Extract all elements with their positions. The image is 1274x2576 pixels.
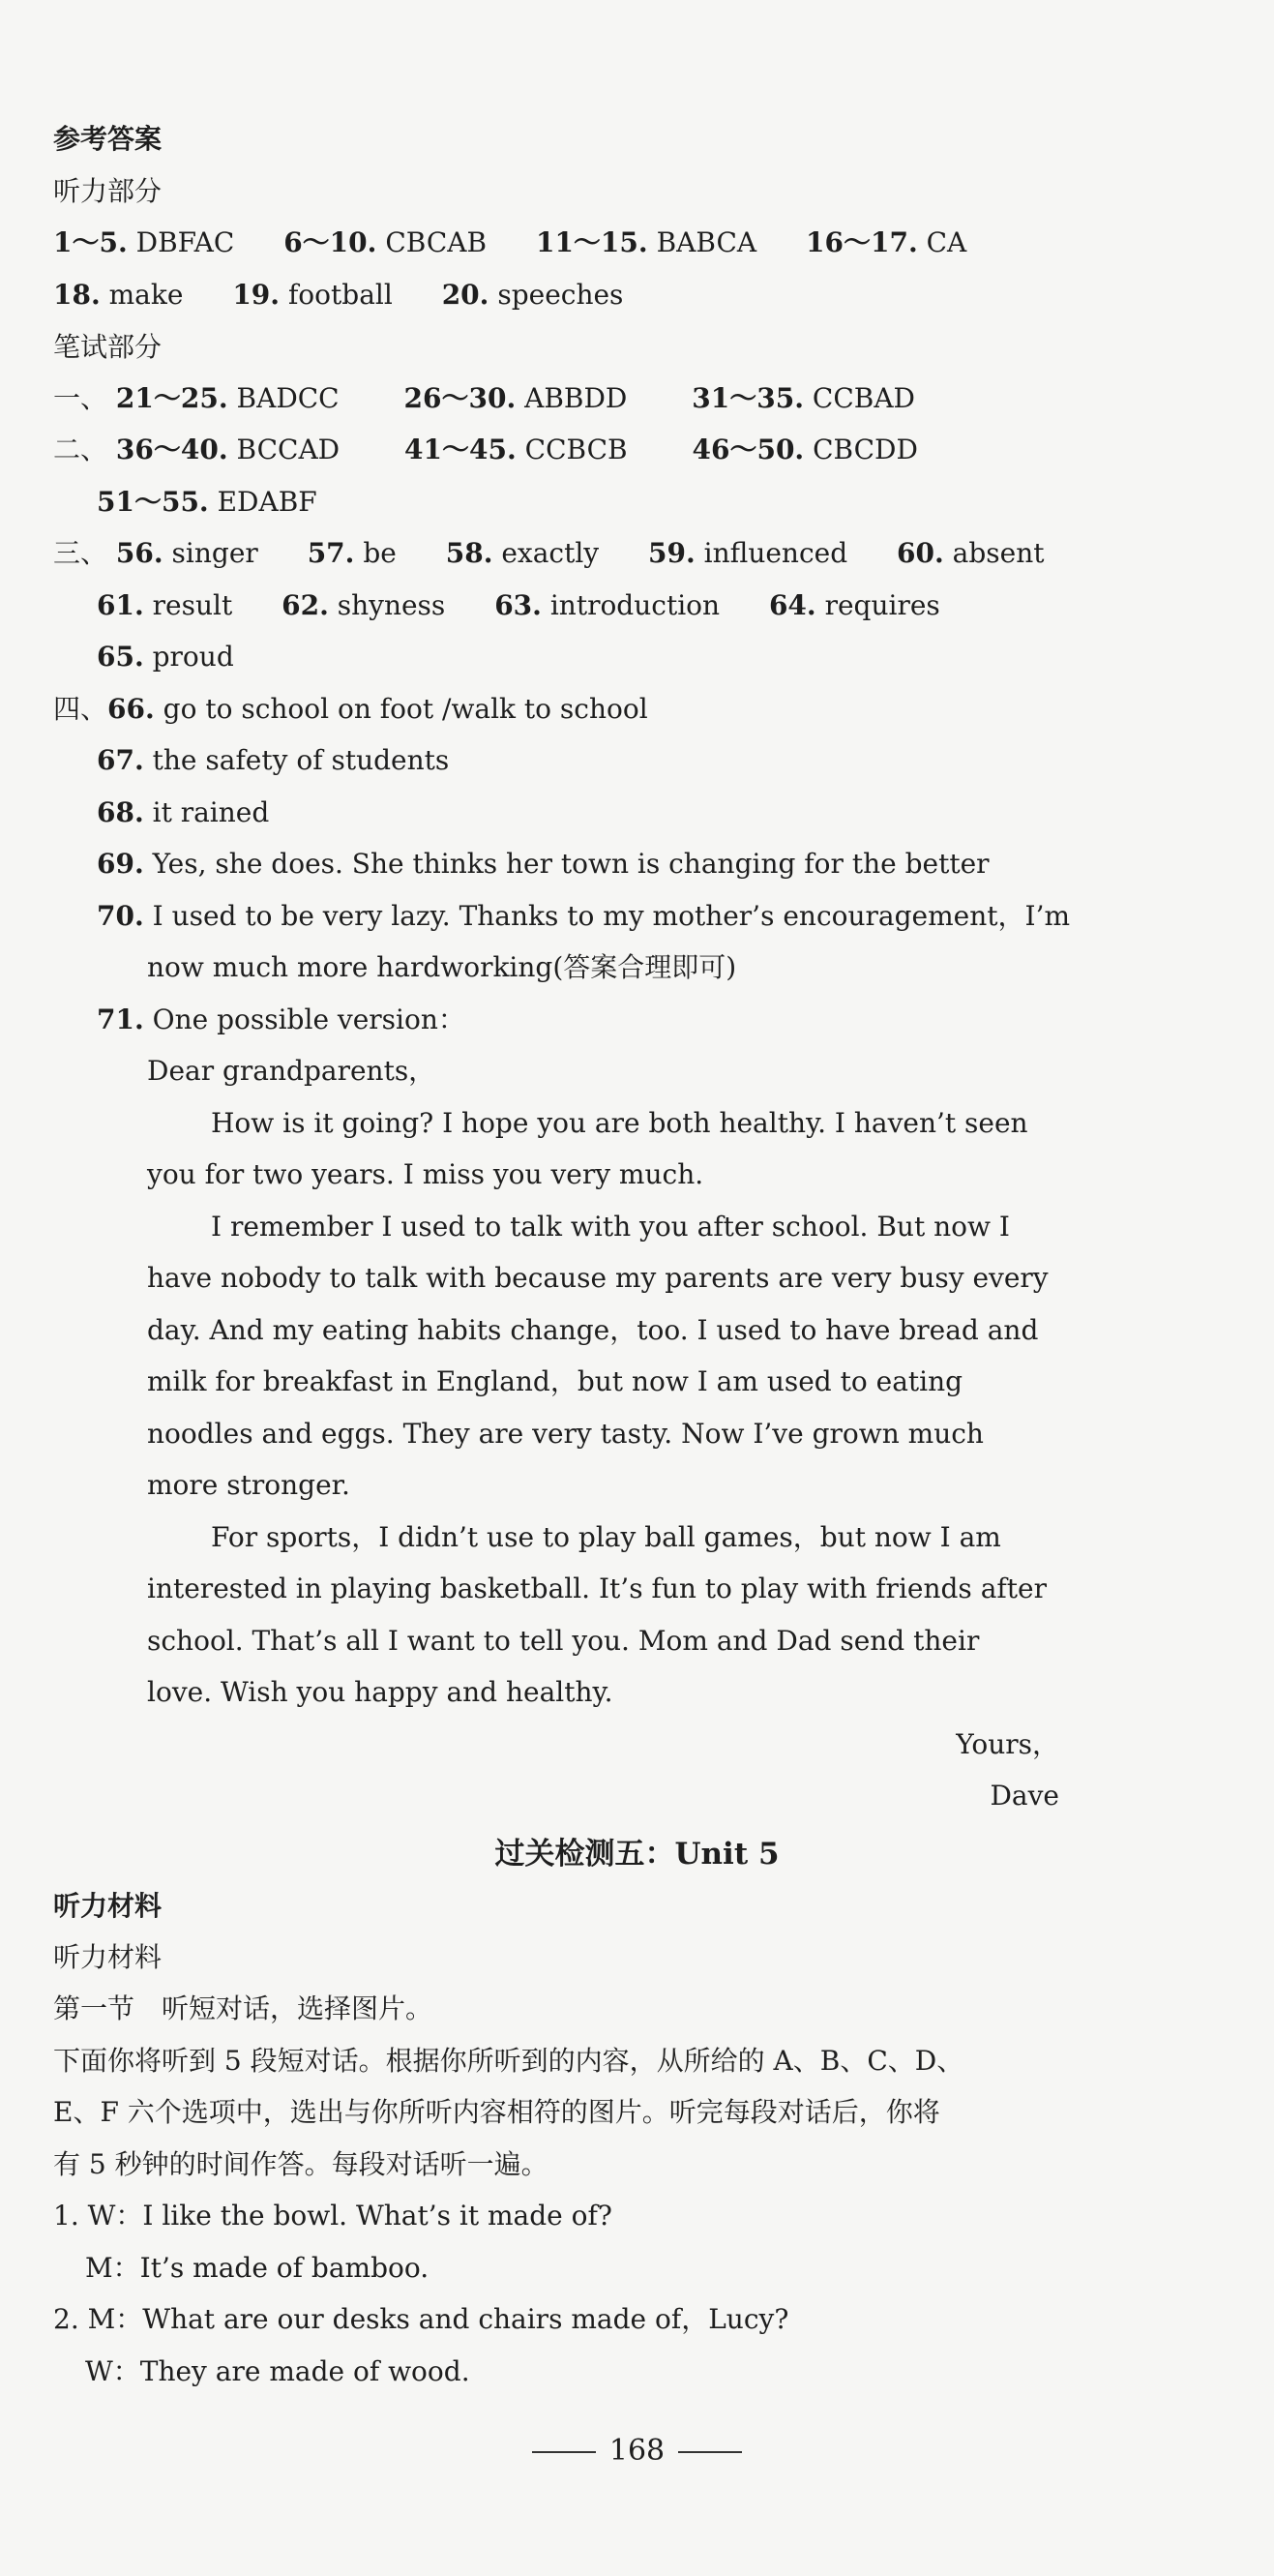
answer-text: result: [152, 589, 233, 621]
section4-item: [97, 845, 990, 884]
section3-row1: [53, 534, 1045, 573]
answer-num: 60.: [897, 537, 944, 569]
section4-item: [53, 690, 648, 729]
answer-text: CCBCB: [524, 434, 628, 465]
section4-item: [97, 741, 449, 780]
answer-num: 51～55.: [97, 486, 209, 518]
divider: [532, 2451, 596, 2453]
section-marker: 二、: [53, 434, 108, 465]
answer-text: CCBAD: [812, 382, 915, 414]
section-marker: 一、: [53, 382, 108, 414]
answer-text: EDABF: [217, 486, 317, 518]
answer-text: proud: [152, 641, 234, 673]
answer-text: go to school on foot /walk to school: [163, 693, 648, 725]
answer-num: 21～25.: [115, 382, 228, 414]
answers-heading: 参考答案: [53, 123, 163, 155]
answer-text: One possible version：: [152, 1003, 465, 1035]
materials-heading: 听力材料: [53, 1890, 163, 1922]
section4-item: [97, 897, 1070, 936]
listening-answers-row: [53, 224, 966, 262]
section2-extra-row: [97, 483, 317, 522]
answer-text: make: [108, 279, 184, 311]
dialogue-line: 1. W：I like the bowl. What’s it made of?: [53, 2200, 612, 2232]
answer-num: 64.: [768, 589, 816, 621]
answer-num: 31～35.: [692, 382, 804, 414]
answer-num: 57.: [307, 537, 355, 569]
answer-text: CBCDD: [813, 434, 918, 465]
letter-line: For sports，I didn’t use to play ball games，but now I am: [211, 1521, 1001, 1553]
answer-num: 41～45.: [404, 434, 517, 465]
answer-text: shyness: [337, 589, 446, 621]
materials-subheading: 听力材料: [53, 1941, 163, 1973]
answer-num: 1～5.: [53, 226, 128, 258]
answer-num: 70.: [97, 900, 144, 932]
dialogue-line: 2. M：What are our desks and chairs made of，Lucy?: [53, 2303, 789, 2335]
letter-line: have nobody to talk with because my parents are very busy every: [147, 1262, 1049, 1294]
listening-words-row: [53, 276, 623, 315]
answer-text: I used to be very lazy. Thanks to my mother’s encouragement，I’m: [152, 900, 1071, 932]
letter-line: noodles and eggs. They are very tasty. Now I’ve grown much: [147, 1418, 984, 1450]
answer-num: 67.: [97, 744, 144, 776]
letter-line: interested in playing basketball. It’s fun to play with friends after: [147, 1573, 1047, 1604]
dialogue-line: W：They are made of wood.: [85, 2355, 470, 2387]
answer-num: 66.: [107, 693, 155, 725]
letter-line: more stronger.: [147, 1469, 350, 1501]
instructions-line: 下面你将听到 5 段短对话。根据你所听到的内容，从所给的 A、B、C、D、: [53, 2045, 964, 2077]
answer-num: 6～10.: [283, 226, 377, 258]
answer-num: 19.: [232, 279, 281, 311]
answer-text: be: [363, 537, 397, 569]
answer-num: 56.: [115, 537, 163, 569]
section1-row: [53, 379, 915, 418]
section-marker: 三、: [53, 537, 108, 569]
section3-row2: [97, 586, 940, 625]
answer-text: the safety of students: [152, 744, 450, 776]
page-number-text: 168: [608, 2434, 666, 2468]
answer-text: football: [287, 279, 393, 311]
divider: [678, 2451, 742, 2453]
answer-text: BABCA: [656, 226, 757, 258]
answer-text: BADCC: [236, 382, 340, 414]
answer-num: 26～30.: [403, 382, 517, 414]
letter-line: love. Wish you happy and healthy.: [147, 1676, 613, 1708]
answer-text: exactly: [501, 537, 600, 569]
answer-text: CBCAB: [385, 226, 488, 258]
answer-text: BCCAD: [236, 434, 341, 465]
answer-num: 69.: [97, 848, 144, 880]
answer-text: singer: [171, 537, 258, 569]
letter-line: you for two years. I miss you very much.: [147, 1158, 704, 1190]
answer-num: 68.: [97, 796, 144, 828]
answer-text: ABBDD: [524, 382, 628, 414]
answer-num: 62.: [281, 589, 329, 621]
letter-line: milk for breakfast in England，but now I am used to eating: [147, 1365, 963, 1397]
answer-text: speeches: [497, 279, 624, 311]
written-part-label: 笔试部分: [53, 331, 163, 363]
letter-line: school. That’s all I want to tell you. Mom and Dad send their: [147, 1625, 980, 1657]
q70-continuation: now much more hardworking(答案合理即可): [147, 951, 737, 983]
answer-text: Yes, she does. She thinks her town is changing for the better: [152, 848, 990, 880]
letter-signature: Dave: [990, 1780, 1059, 1812]
letter-greeting: Dear grandparents，: [147, 1055, 436, 1087]
instructions-line: 有 5 秒钟的时间作答。每段对话听一遍。: [53, 2148, 548, 2180]
answer-num: 11～15.: [535, 226, 648, 258]
answer-num: 58.: [445, 537, 493, 569]
section-marker: 四、: [53, 693, 108, 725]
answer-num: 59.: [648, 537, 696, 569]
answer-text: DBFAC: [135, 226, 235, 258]
answer-text: CA: [926, 226, 967, 258]
answer-text: introduction: [549, 589, 721, 621]
letter-closing: Yours，: [956, 1728, 1059, 1760]
answer-num: 71.: [97, 1003, 144, 1035]
answer-num: 16～17.: [806, 226, 918, 258]
dialogue-line: M：It’s made of bamboo.: [85, 2252, 430, 2284]
answer-text: influenced: [703, 537, 848, 569]
listening-part-label: 听力部分: [53, 175, 163, 207]
page-number: [0, 2434, 1274, 2468]
answer-num: 65.: [97, 641, 144, 673]
answer-num: 46～50.: [692, 434, 805, 465]
answer-num: 36～40.: [115, 434, 228, 465]
answer-text: it rained: [152, 796, 270, 828]
section-label: 第一节 听短对话，选择图片。: [53, 1992, 433, 2024]
unit-title: 过关检测五：Unit 5: [494, 1837, 780, 1872]
answer-num: 18.: [53, 279, 101, 311]
letter-line: How is it going? I hope you are both healthy. I haven’t seen: [211, 1107, 1028, 1139]
letter-line: day. And my eating habits change，too. I used to have bread and: [147, 1314, 1039, 1346]
q71-intro: [97, 1001, 465, 1039]
answer-text: absent: [952, 537, 1045, 569]
answer-num: 63.: [494, 589, 542, 621]
letter-line: I remember I used to talk with you after school. But now I: [211, 1211, 1010, 1243]
instructions-line: E、F 六个选项中，选出与你所听内容相符的图片。听完每段对话后，你将: [53, 2096, 940, 2128]
answer-num: 20.: [441, 279, 489, 311]
section2-row: [53, 431, 918, 469]
section4-item: [97, 794, 269, 832]
answer-num: 61.: [97, 589, 144, 621]
section3-row3: [97, 638, 234, 676]
answer-text: requires: [824, 589, 940, 621]
